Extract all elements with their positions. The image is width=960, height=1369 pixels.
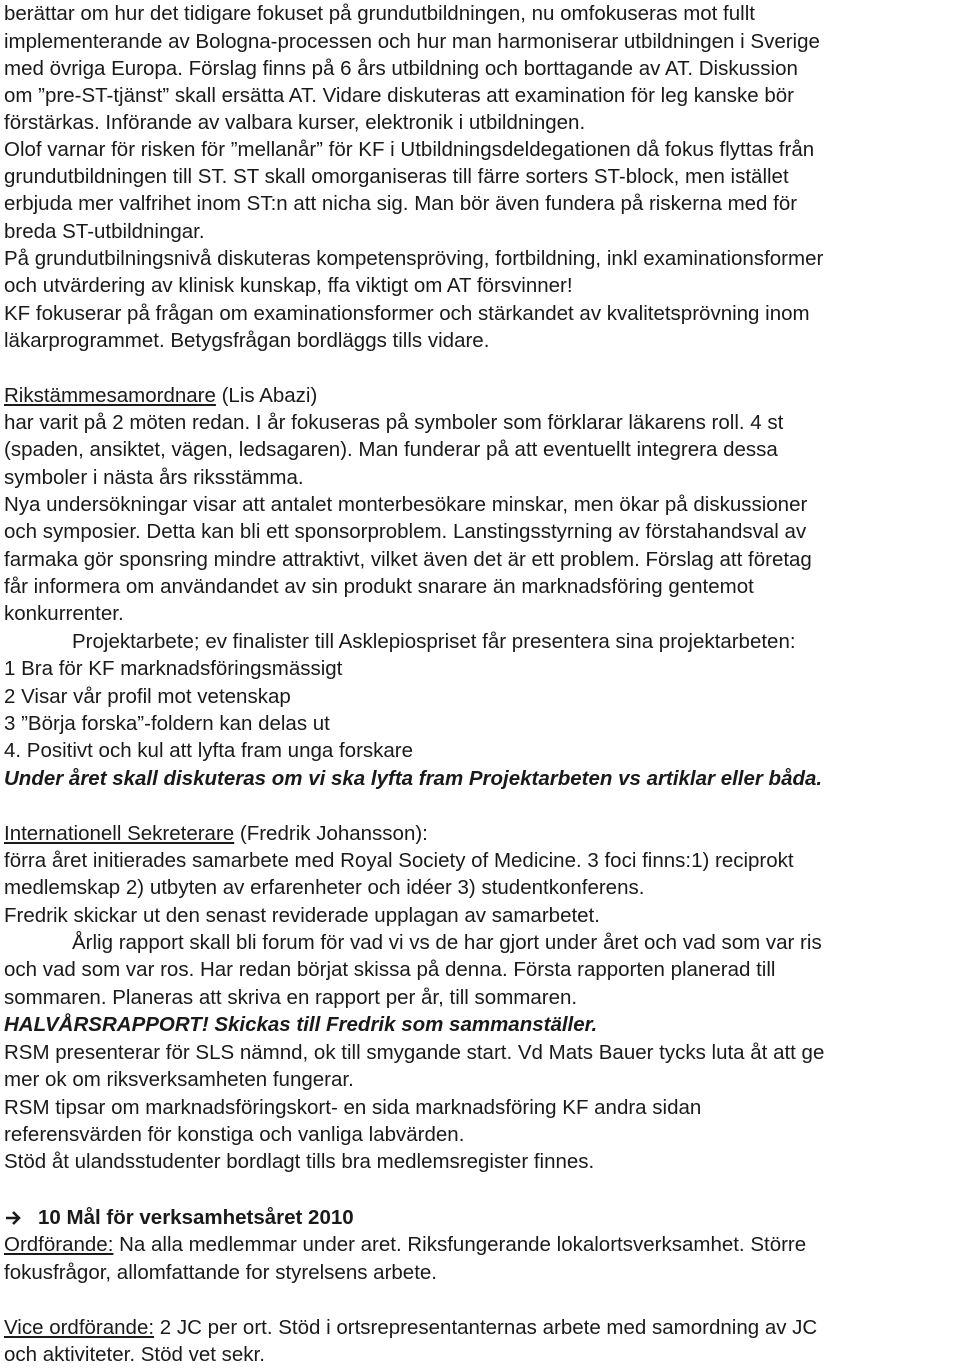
vice-line (4, 1316, 817, 1340)
riks-heading (4, 384, 317, 408)
text-line: Projektarbete; ev finalister till Asklepiospriset får presentera sina projektarbeten: (72, 630, 796, 653)
section-heading (4, 1206, 354, 1230)
text-line: och symposier. Detta kan bli ett sponsorproblem. Lanstingsstyrning av förstahandsval av (4, 520, 807, 543)
list-item: 4. Positivt och kul att lyfta fram unga forskare (4, 739, 414, 762)
text-line: och aktiviteter. Stöd vet sekr. (4, 1343, 265, 1366)
text-line: fokusfrågor, allomfattande for styrelsens arbete. (4, 1261, 438, 1284)
text-line: breda ST-utbildningar. (4, 220, 205, 243)
text-line: Årlig rapport skall bli forum för vad vi vs de har gjort under året och vad som var ris (72, 931, 822, 954)
ordforande-text: Na alla medlemmar under aret. Riksfungerande lokalortsverksamhet. Större (113, 1233, 807, 1256)
text-line: Nya undersökningar visar att antalet monterbesökare minskar, men ökar på diskussioner (4, 493, 808, 516)
list-item: 3 ”Börja forska”-foldern kan delas ut (4, 712, 330, 735)
text-line: sommaren. Planeras att skriva en rapport per år, till sommaren. (4, 986, 578, 1009)
text-line: och vad som var ros. Har redan börjat skissa på denna. Första rapporten planerad till (4, 958, 776, 981)
text-line: referensvärden för konstiga och vanliga labvärden. (4, 1123, 465, 1146)
text-line: berättar om hur det tidigare fokuset på grundutbildningen, nu omfokuseras mot fullt (4, 2, 755, 25)
ordforande-line (4, 1233, 806, 1257)
text-line: RSM presenterar för SLS nämnd, ok till smygande start. Vd Mats Bauer tycks luta åt att ge (4, 1041, 825, 1064)
list-item: 2 Visar vår profil mot vetenskap (4, 685, 291, 708)
text-line: Olof varnar för risken för ”mellanår” för KF i Utbildningsdeldegationen då fokus flyttas från (4, 138, 815, 161)
text-line: farmaka gör sponsring mindre attraktivt, vilket även det är ett problem. Förslag att företag (4, 548, 812, 571)
emphasis-line: Under året skall diskuteras om vi ska lyfta fram Projektarbeten vs artiklar eller båda. (4, 767, 823, 790)
vice-title: Vice ordförande: (4, 1316, 155, 1339)
text-line: Fredrik skickar ut den senast reviderade upplagan av samarbetet. (4, 904, 600, 927)
text-line: grundutbildningen till ST. ST skall omorganiseras till färre sorters ST-block, men istället (4, 165, 789, 188)
ordforande-title: Ordförande: (4, 1233, 114, 1256)
text-line: mer ok om riksverksamheten fungerar. (4, 1068, 354, 1091)
text-line: (spaden, ansiktet, vägen, ledsagaren). Man funderar på att eventuellt integrera dessa (4, 438, 778, 461)
intl-title: Internationell Sekreterare (4, 822, 235, 845)
intl-name: (Fredrik Johansson): (234, 822, 428, 845)
text-line: förstärkas. Införande av valbara kurser, elektronik i utbildningen. (4, 111, 586, 134)
text-line: om ”pre-ST-tjänst” skall ersätta AT. Vidare diskuteras att examination för leg kanske bör (4, 84, 794, 107)
text-line: med övriga Europa. Förslag finns på 6 års utbildning och borttagande av AT. Diskussion (4, 57, 798, 80)
list-item: 1 Bra för KF marknadsföringsmässigt (4, 657, 343, 680)
vice-text: 2 JC per ort. Stöd i ortsrepresentanternas arbete med samordning av JC (154, 1316, 818, 1339)
text-line: KF fokuserar på frågan om examinationsformer och stärkandet av kvalitetsprövning inom (4, 302, 810, 325)
text-line: har varit på 2 möten redan. I år fokuseras på symboler som förklarar läkarens roll. 4 st (4, 411, 784, 434)
text-line: RSM tipsar om marknadsföringskort- en sida marknadsföring KF andra sidan (4, 1096, 702, 1119)
text-line: medlemskap 2) utbyten av erfarenheter och idéer 3) studentkonferens. (4, 876, 645, 899)
arrow-bullet-icon (4, 1206, 38, 1230)
text-line: erbjuda mer valfrihet inom ST:n att nicha sig. Man bör även fundera på riskerna med för (4, 192, 798, 215)
intl-heading (4, 822, 428, 846)
text-line: implementerande av Bologna-processen och hur man harmoniserar utbildningen i Sverige (4, 30, 820, 53)
riks-name: (Lis Abazi) (215, 384, 318, 407)
text-line: Stöd åt ulandsstudenter bordlagt tills bra medlemsregister finnes. (4, 1150, 595, 1173)
text-line: får informera om användandet av sin produkt snarare än marknadsföring gentemot (4, 575, 754, 598)
text-line: och utvärdering av klinisk kunskap, ffa viktigt om AT försvinner! (4, 274, 573, 297)
emphasis-line: HALVÅRSRAPPORT! Skickas till Fredrik som sammanställer. (4, 1013, 598, 1036)
text-line: På grundutbilningsnivå diskuteras kompetenspröving, fortbildning, inkl examinationsformer (4, 247, 824, 270)
riks-title: Rikstämmesamordnare (4, 384, 216, 407)
text-line: läkarprogrammet. Betygsfrågan bordläggs tills vidare. (4, 329, 490, 352)
text-line: förra året initierades samarbete med Royal Society of Medicine. 3 foci finns:1) reciprokt (4, 849, 794, 872)
text-line: konkurrenter. (4, 602, 124, 625)
section-heading-text: 10 Mål för verksamhetsåret 2010 (38, 1206, 354, 1229)
text-line: symboler i nästa års riksstämma. (4, 466, 304, 489)
